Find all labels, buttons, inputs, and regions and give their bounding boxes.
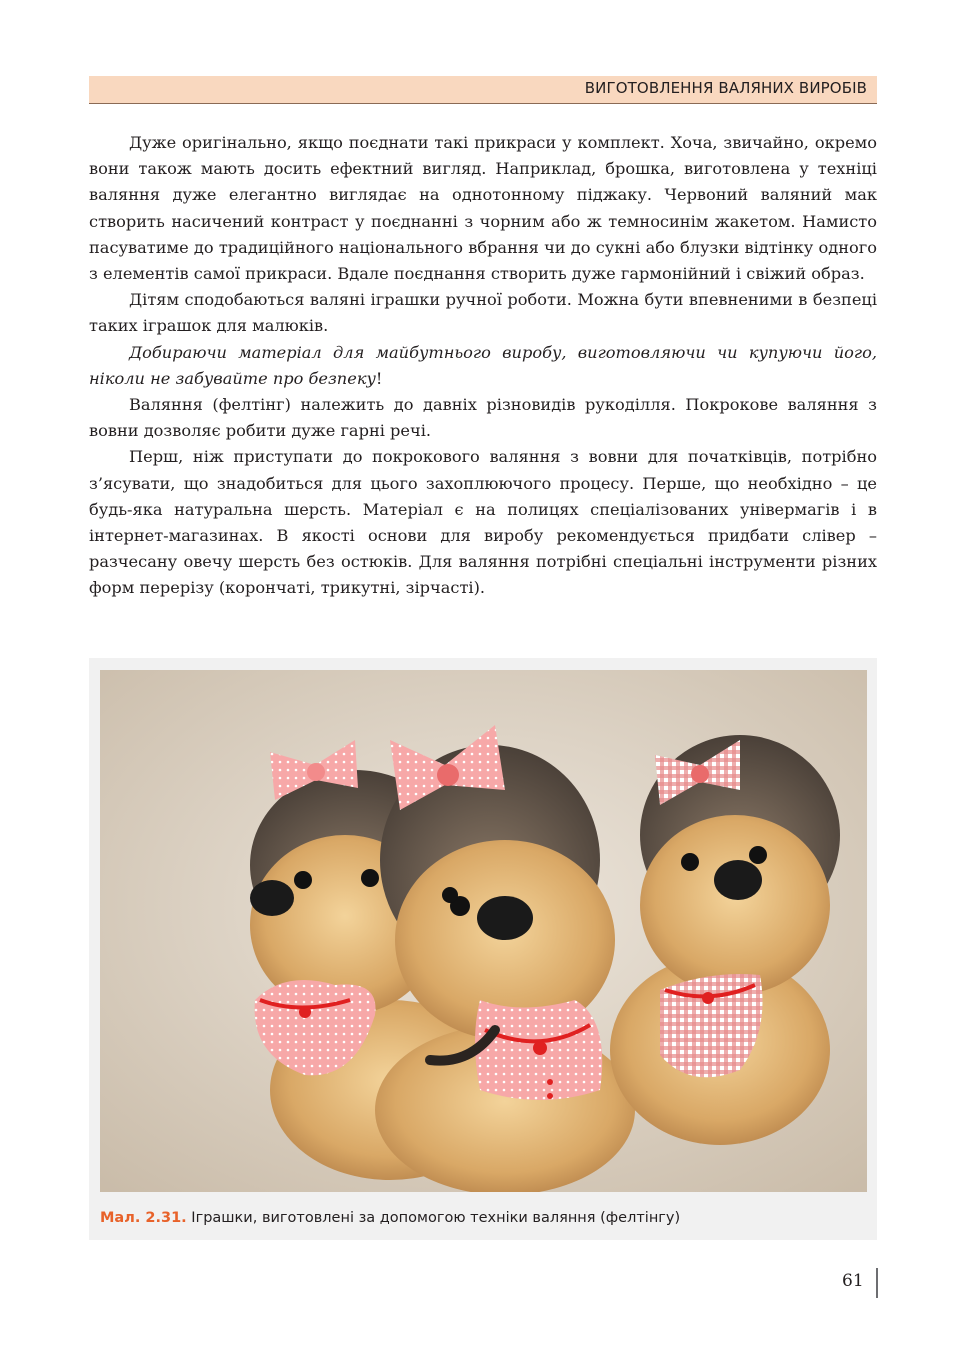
figure-label: Мал. 2.31.	[100, 1210, 187, 1226]
paragraph: Перш, ніж приступати до покрокового валяння з вовни для початківців, потрібно з’ясувати, що знадобиться для цього захоплюючого процесу. Перше, що необхідно – це будь-яка натуральна шерсть. Матеріал є на полицях спеціалізованих універмагів і в інтернет-магазинах. В якості основи для виробу рекомендується придбати слівер – разчесану овечу шерсть без остюків. Для валяння потрібні спеціальні інструменти різних форм перерізу (корончаті, трикутні, зірчасті).	[89, 447, 877, 598]
section-title: ВИГОТОВЛЕННЯ ВАЛЯНИХ ВИРОБІВ	[584, 79, 867, 97]
paragraph: Валяння (фелтінг) належить до давніх різновидів рукоділля. Покрокове валяння з вовни дозволяє робити дуже гарні речі.	[89, 395, 877, 441]
felted-dogs-photo	[100, 670, 867, 1192]
figure	[89, 658, 877, 1240]
body-text	[89, 130, 877, 602]
safety-note-mark: !	[375, 368, 383, 388]
figure-caption	[100, 1210, 680, 1226]
paragraph: Дуже оригінально, якщо поєднати такі прикраси у комплект. Хоча, звичайно, окремо вони також мають досить ефектний вигляд. Наприклад, брошка, виготовлена у техніці валяння дуже елегантно виглядає на однотонному піджаку. Червоний валяний мак створить насичений контраст у поєднанні з чорним або ж темносинім жакетом. Намисто пасуватиме до традиційного національного вбрання чи до сукні або блузки відтінку одного з елементів самої прикраси. Вдале поєднання створить дуже гармонійний і свіжий образ.	[89, 133, 877, 284]
figure-caption-text: Іграшки, виготовлені за допомогою техніки валяння (фелтінгу)	[186, 1210, 681, 1226]
safety-note-paragraph	[89, 340, 877, 392]
page-number-rule	[876, 1268, 878, 1298]
running-header	[89, 76, 877, 104]
page-number: 61	[842, 1271, 864, 1291]
paragraph: Дітям сподобаються валяні іграшки ручної роботи. Можна бути впевненими в безпеці таких іграшок для малюків.	[89, 290, 877, 336]
safety-note: Добираючи матеріал для майбутнього виробу, виготовляючи чи купуючи його, ніколи не забувайте про безпеку	[89, 342, 877, 388]
